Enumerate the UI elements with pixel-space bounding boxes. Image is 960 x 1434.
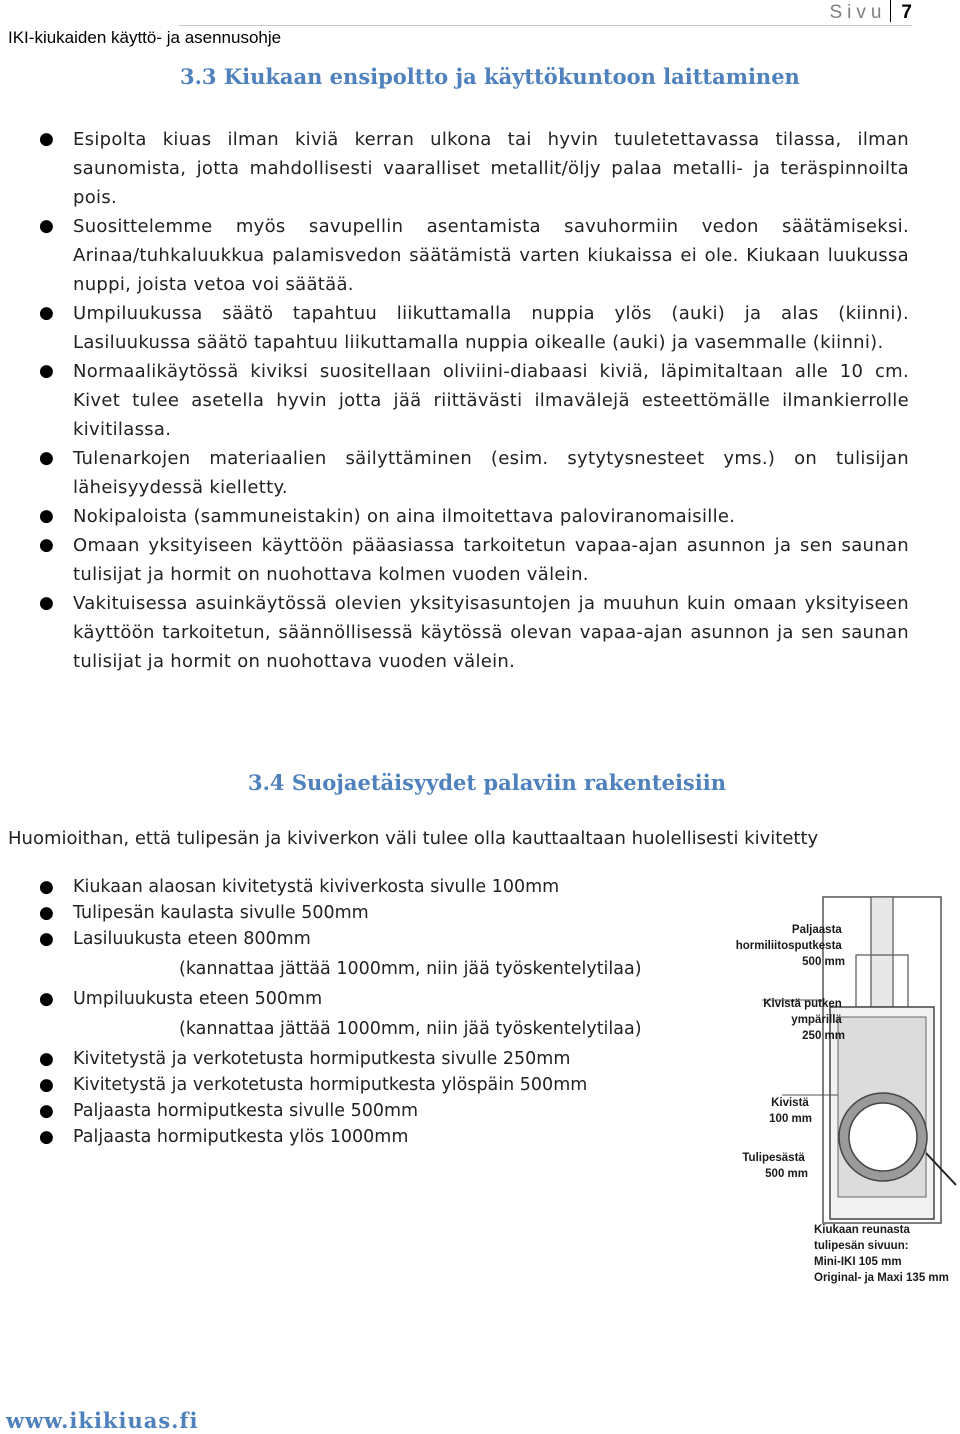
- list-item-text: Kivitetystä ja verkotetusta hormiputkesta sivulle 250mm: [73, 1049, 571, 1069]
- list-item: [39, 900, 733, 926]
- bullet-icon: ●: [39, 448, 55, 468]
- diagram-label-1: Paljaasta hormiliitosputkesta 500 mm: [735, 924, 845, 968]
- list-item-text: Kivitetystä ja verkotetusta hormiputkesta ylöspäin 500mm: [73, 1075, 588, 1095]
- list-item-note: (kannattaa jättää 1000mm, niin jää työskentelytilaa): [179, 959, 642, 979]
- page-separator: [890, 0, 891, 22]
- list-item: [39, 502, 909, 531]
- list-item: [39, 212, 909, 299]
- bullet-icon: ●: [39, 877, 54, 897]
- page-label: Sivu: [829, 2, 887, 23]
- bullet-icon: ●: [39, 361, 55, 381]
- header-divider: [178, 25, 912, 26]
- list-item: [39, 299, 909, 357]
- list-item-text: Umpiluukusta eteen 500mm: [73, 989, 323, 1009]
- bullet-icon: ●: [39, 303, 55, 323]
- list-item: [39, 986, 733, 1042]
- diagram-label-2: Kivistä putken ympärillä 250 mm: [763, 998, 845, 1042]
- list-item: [39, 1072, 733, 1098]
- list-item-text: Omaan yksityiseen käyttöön pääasiassa tarkoitetun vapaa-ajan asunnon ja sen saunan tulisijat ja hormit on nuohottava kolmen vuoden välein.: [73, 535, 909, 585]
- list-item-text: Tulipesän kaulasta sivulle 500mm: [73, 903, 369, 923]
- list-item: [39, 926, 733, 982]
- section-3-4-heading: 3.4 Suojaetäisyydet palaviin rakenteisiin: [248, 770, 726, 795]
- list-item: [39, 357, 909, 444]
- list-item-text: Umpiluukussa säätö tapahtuu liikuttamalla nuppia ylös (auki) ja alas (kiinni). Lasiluukussa säätö tapahtuu liikuttamalla nuppia oikealle (auki) ja vasemmalle (kiinni).: [73, 303, 909, 353]
- diagram-label-3: Kivistä 100 mm: [769, 1097, 812, 1125]
- section-3-3-list: [39, 125, 909, 676]
- list-item: [39, 589, 909, 676]
- list-item: [39, 1124, 733, 1150]
- list-item: [39, 531, 909, 589]
- section-3-4-list: [39, 874, 733, 1150]
- list-item: [39, 1098, 733, 1124]
- bullet-icon: ●: [39, 929, 54, 949]
- bullet-icon: ●: [39, 506, 55, 526]
- bullet-icon: ●: [39, 1127, 54, 1147]
- bullet-icon: ●: [39, 593, 55, 613]
- footer-website[interactable]: www.ikikiuas.fi: [6, 1408, 199, 1433]
- section-3-4-intro: Huomioithan, että tulipesän ja kiviverkon väli tulee olla kauttaaltaan huolellisesti kivitetty: [8, 828, 819, 849]
- bullet-icon: ●: [39, 903, 54, 923]
- bullet-icon: ●: [39, 1101, 54, 1121]
- list-item-text: Nokipaloista (sammuneistakin) on aina ilmoitettava paloviranomaisille.: [73, 506, 736, 527]
- diagram-label-5: Kiukaan reunasta tulipesän sivuun: Mini-IKI 105 mm Original- ja Maxi 135 mm: [814, 1224, 949, 1284]
- bullet-icon: ●: [39, 1075, 54, 1095]
- list-item-note: (kannattaa jättää 1000mm, niin jää työskentelytilaa): [179, 1019, 642, 1039]
- list-item-text: Kiukaan alaosan kivitetystä kiviverkosta sivulle 100mm: [73, 877, 560, 897]
- bullet-icon: ●: [39, 989, 54, 1009]
- list-item: [39, 444, 909, 502]
- list-item-text: Paljaasta hormiputkesta sivulle 500mm: [73, 1101, 419, 1121]
- document-title: IKI-kiukaiden käyttö- ja asennusohje: [8, 28, 282, 47]
- firebox-inner: [849, 1103, 917, 1171]
- list-item: [39, 1046, 733, 1072]
- chimney-pipe: [871, 897, 893, 1007]
- bullet-icon: ●: [39, 535, 55, 555]
- list-item-text: Vakituisessa asuinkäytössä olevien yksityisasuntojen ja muuhun kuin omaan yksityiseen käyttöön tarkoitetun, säännöllisessä käytössä olevan vapaa-ajan asunnon ja sen saunan tulisijat ja hormit on nuohottava vuoden välein.: [73, 593, 909, 672]
- diagram-label-4: Tulipesästä 500 mm: [742, 1152, 808, 1180]
- list-item: [39, 125, 909, 212]
- list-item-text: Suosittelemme myös savupellin asentamista savuhormiin vedon säätämiseksi. Arinaa/tuhkaluukkua palamisvedon säätämistä varten kiukaissa ei ole. Kiukaan luukussa nuppi, joista vetoa voi säätää.: [73, 216, 909, 295]
- page-number-block: [829, 0, 912, 24]
- bullet-icon: ●: [39, 129, 55, 149]
- page-number: 7: [901, 2, 912, 23]
- section-3-3-heading: 3.3 Kiukaan ensipoltto ja käyttökuntoon laittaminen: [180, 64, 800, 89]
- list-item-text: Tulenarkojen materiaalien säilyttäminen (esim. sytytysnesteet yms.) on tulisijan läheisyydessä kielletty.: [73, 448, 909, 498]
- list-item-text: Esipolta kiuas ilman kiviä kerran ulkona tai hyvin tuuletettavassa tilassa, ilman saunomista, jotta mahdollisesti vaaralliset metallit/öljy palaa metalli- ja teräspinnoilta pois.: [73, 129, 909, 208]
- list-item-text: Paljaasta hormiputkesta ylös 1000mm: [73, 1127, 409, 1147]
- list-item-text: Lasiluukusta eteen 800mm: [73, 929, 311, 949]
- bullet-icon: ●: [39, 1049, 54, 1069]
- list-item-text: Normaalikäytössä kiviksi suositellaan oliviini-diabaasi kiviä, läpimitaltaan alle 10 cm. Kivet tulee asetella hyvin jotta jää riittävästi ilmavälejä esteettömälle ilmankierrolle kivitilassa.: [73, 361, 909, 440]
- bullet-icon: ●: [39, 216, 55, 236]
- clearance-diagram: [730, 895, 960, 1295]
- list-item: [39, 874, 733, 900]
